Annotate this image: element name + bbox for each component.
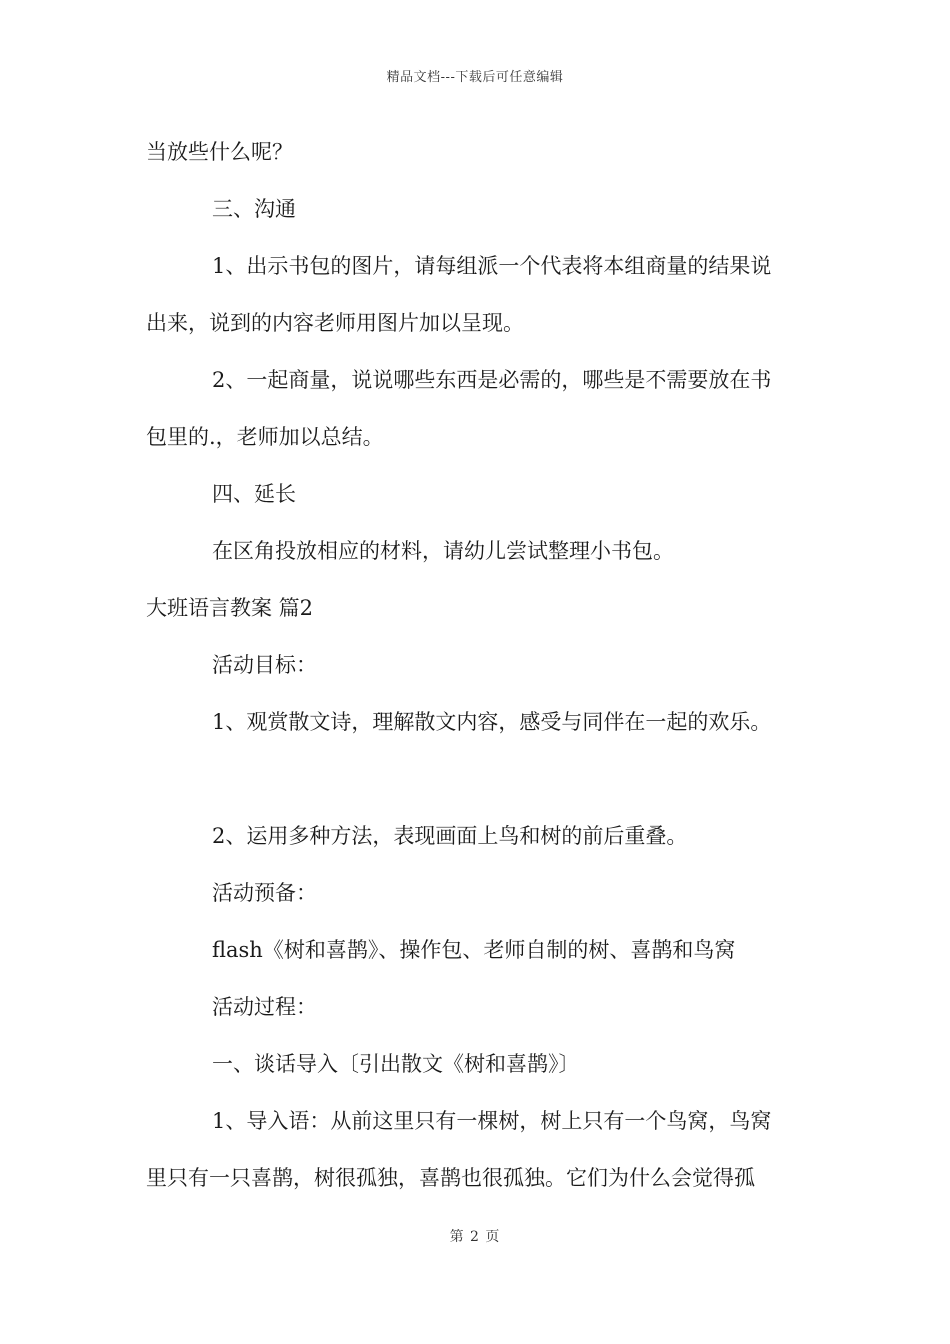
- paragraph-line: 2、运用多种方法，表现画面上鸟和树的前后重叠。: [212, 824, 688, 848]
- paragraph-line: 2、一起商量，说说哪些东西是必需的，哪些是不需要放在书: [212, 368, 772, 392]
- paragraph-line: 1、导入语：从前这里只有一棵树，树上只有一个鸟窝，鸟窝: [212, 1109, 772, 1133]
- paragraph-line: 在区角投放相应的材料，请幼儿尝试整理小书包。: [212, 539, 674, 563]
- lesson-title: 大班语言教案 篇2: [146, 596, 314, 620]
- section-heading: 三、沟通: [212, 197, 296, 221]
- section-heading: 活动过程：: [212, 995, 317, 1019]
- section-heading: 活动预备：: [212, 881, 317, 905]
- page-header: 精品文档---下载后可任意编辑: [386, 70, 564, 85]
- section-heading: 四、延长: [212, 482, 296, 506]
- page-footer: 第 2 页: [449, 1229, 501, 1245]
- section-heading: 一、谈话导入〔引出散文《树和喜鹊》〕: [212, 1052, 580, 1076]
- paragraph-line: 1、出示书包的图片，请每组派一个代表将本组商量的结果说: [212, 254, 772, 278]
- paragraph-line: 里只有一只喜鹊，树很孤独，喜鹊也很孤独。它们为什么会觉得孤: [146, 1166, 755, 1190]
- paragraph-line: 当放些什么呢？: [146, 140, 293, 164]
- section-heading: 活动目标：: [212, 653, 317, 677]
- paragraph-line: 出来，说到的内容老师用图片加以呈现。: [146, 311, 524, 335]
- paragraph-line: 1、观赏散文诗，理解散文内容，感受与同伴在一起的欢乐。: [212, 710, 772, 734]
- paragraph-line: 包里的.，老师加以总结。: [146, 425, 384, 449]
- paragraph-line: flash《树和喜鹊》、操作包、老师自制的树、喜鹊和鸟窝: [212, 938, 736, 962]
